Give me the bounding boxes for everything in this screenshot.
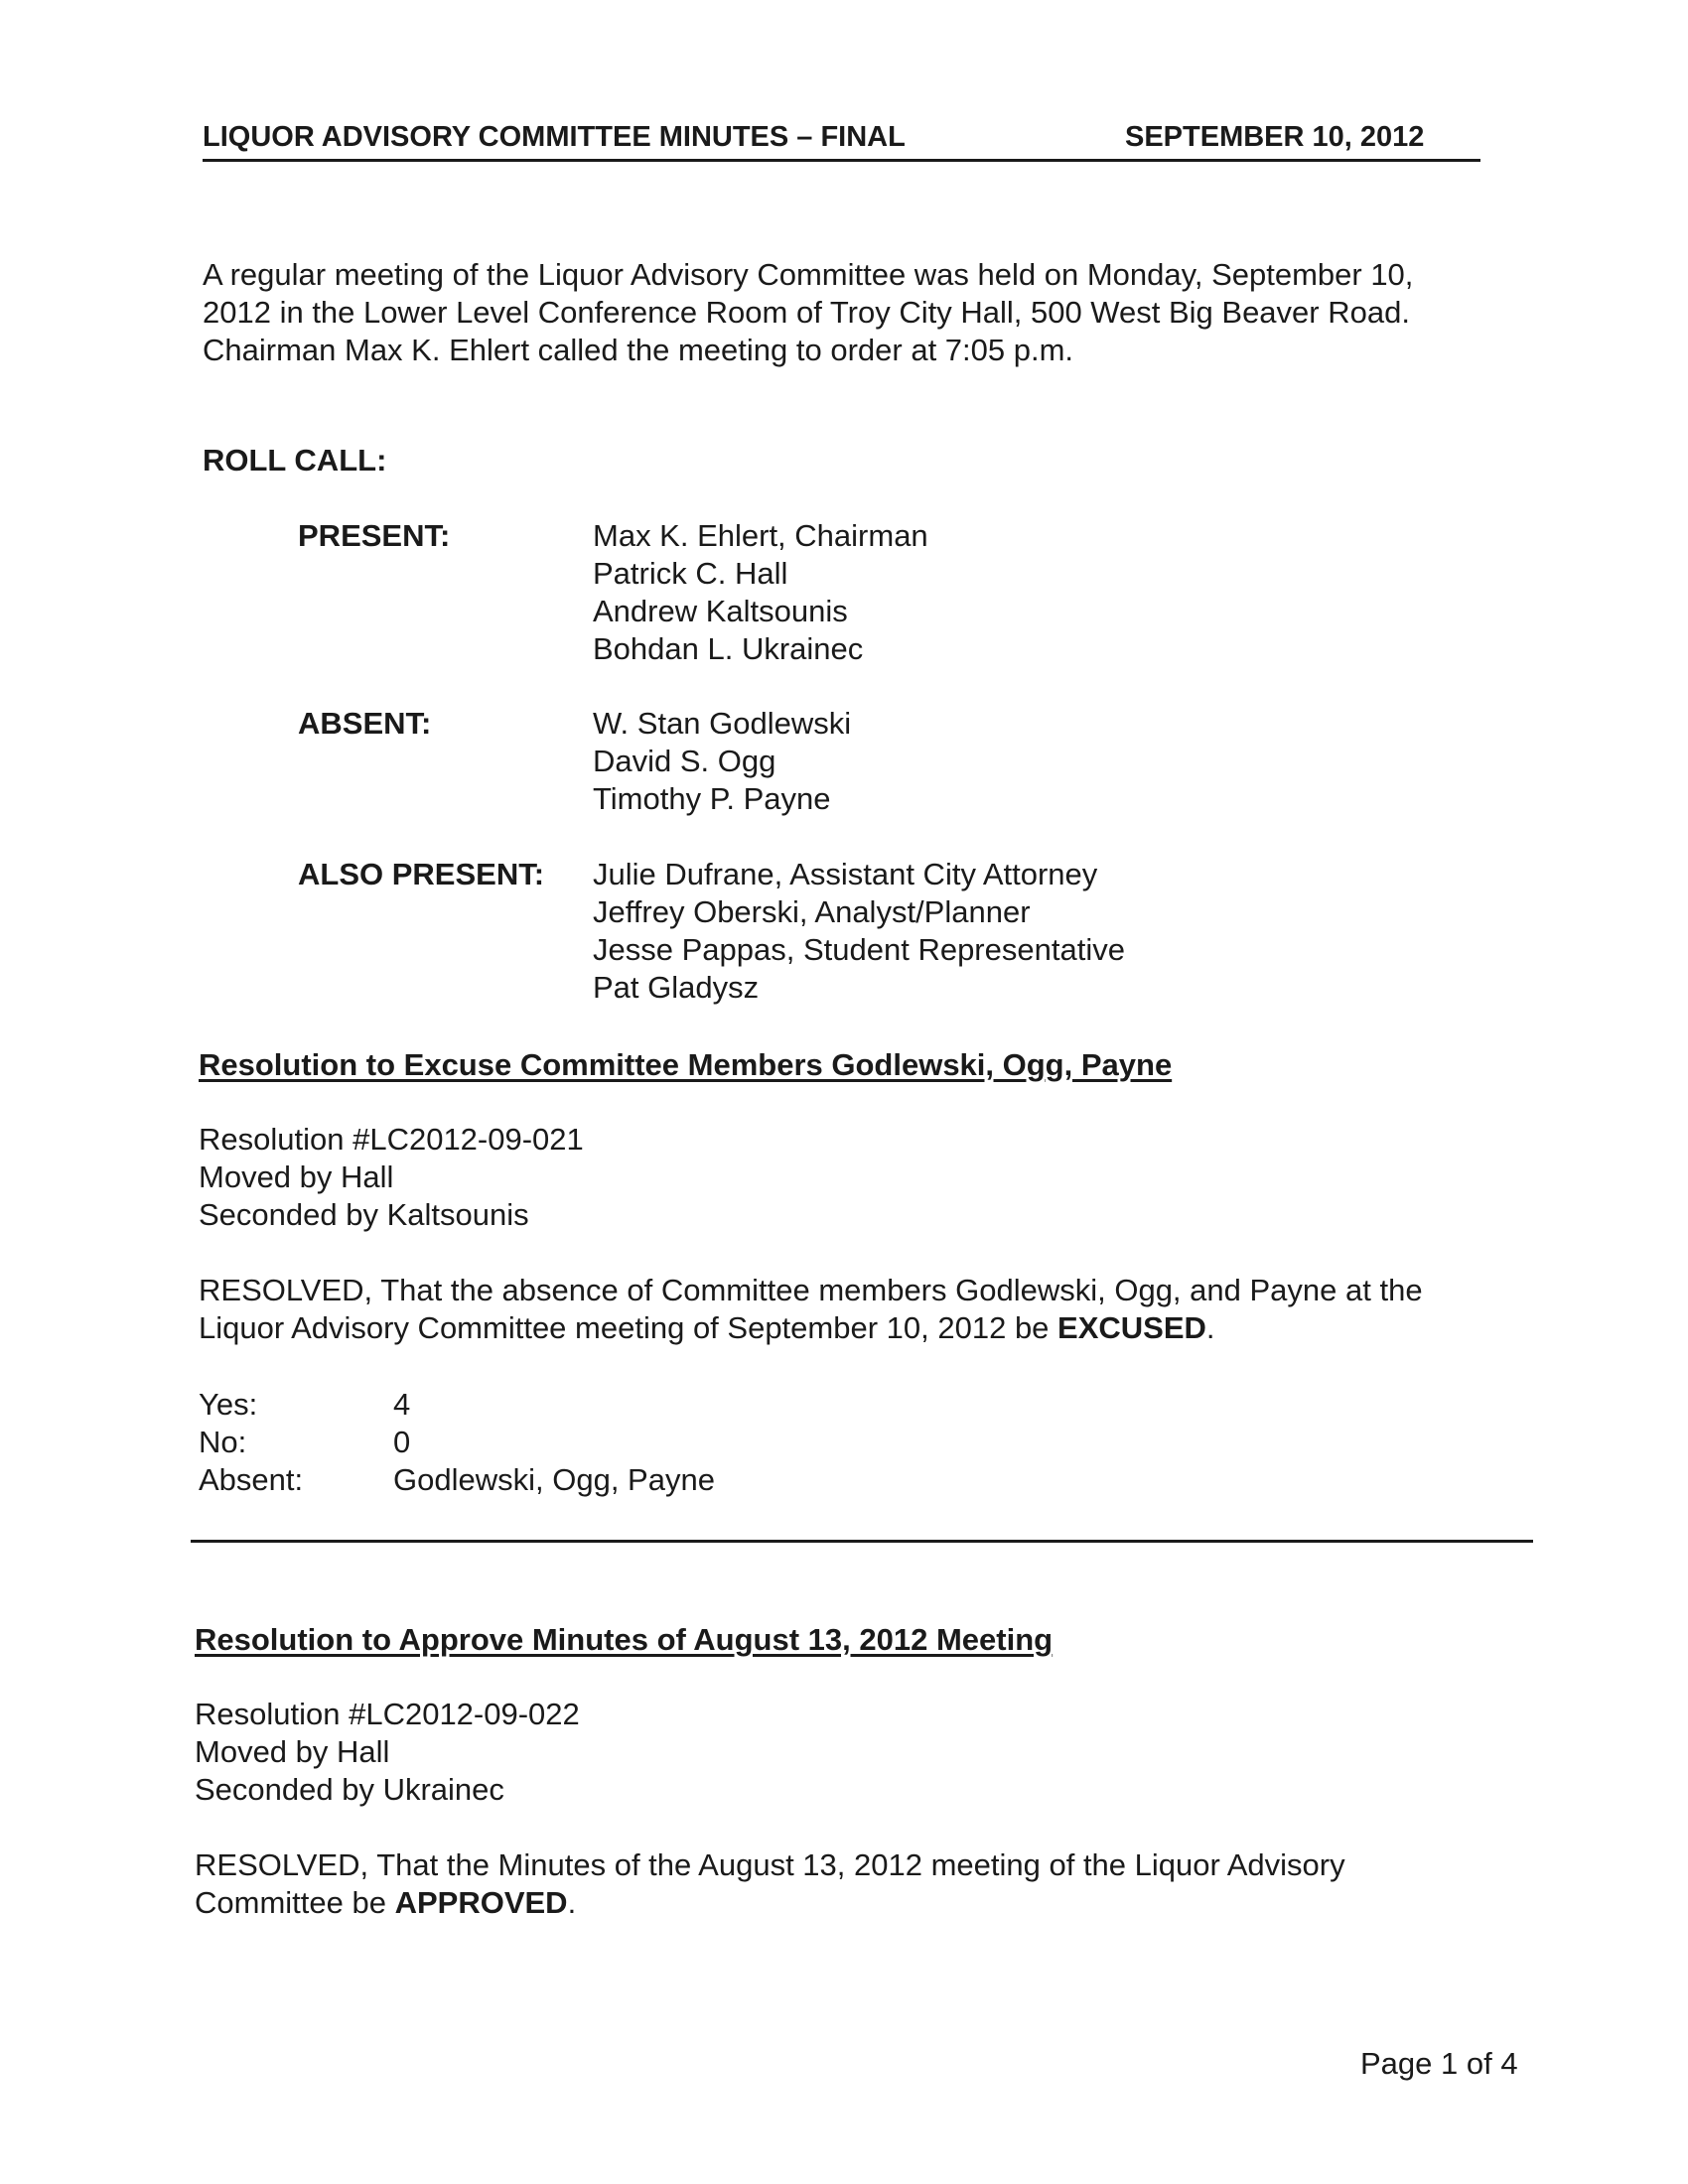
absent-vote-label: Absent: bbox=[199, 1462, 304, 1497]
absent-list bbox=[593, 705, 851, 818]
roll-call-heading: ROLL CALL: bbox=[203, 443, 387, 478]
resolution-text-line bbox=[195, 1884, 1345, 1922]
present-label: PRESENT: bbox=[298, 518, 451, 553]
intro-line: A regular meeting of the Liquor Advisory Committee was held on Monday, September 10, bbox=[203, 257, 1414, 292]
also-present-list bbox=[593, 856, 1125, 1007]
resolution-heading: Resolution to Excuse Committee Members Godlewski, Ogg, Payne bbox=[199, 1047, 1173, 1082]
member-name: Timothy P. Payne bbox=[593, 781, 831, 816]
attendee-name: Jesse Pappas, Student Representative bbox=[593, 932, 1125, 967]
document-date: SEPTEMBER 10, 2012 bbox=[1125, 121, 1425, 153]
resolution-body bbox=[195, 1846, 1345, 1922]
vote-labels bbox=[199, 1386, 303, 1499]
yes-label: Yes: bbox=[199, 1387, 258, 1422]
document-title: LIQUOR ADVISORY COMMITTEE MINUTES – FINAL bbox=[203, 121, 906, 153]
seconded-by: Seconded by Kaltsounis bbox=[199, 1197, 529, 1232]
moved-by: Moved by Hall bbox=[195, 1734, 390, 1769]
vote-values bbox=[393, 1386, 715, 1499]
resolution-body bbox=[199, 1272, 1423, 1347]
page-number: Page 1 of 4 bbox=[1360, 2046, 1518, 2081]
member-name: Max K. Ehlert, Chairman bbox=[593, 518, 928, 553]
member-name: David S. Ogg bbox=[593, 744, 776, 778]
resolution-number: Resolution #LC2012-09-021 bbox=[199, 1122, 584, 1157]
moved-by: Moved by Hall bbox=[199, 1160, 394, 1194]
resolution-text-line bbox=[199, 1309, 1423, 1347]
resolution-outcome: APPROVED bbox=[394, 1885, 568, 1920]
resolution-number: Resolution #LC2012-09-022 bbox=[195, 1697, 580, 1731]
resolution-text-line: RESOLVED, That the Minutes of the August 13, 2012 meeting of the Liquor Advisory bbox=[195, 1847, 1345, 1882]
no-label: No: bbox=[199, 1425, 247, 1459]
resolution-text-line: RESOLVED, That the absence of Committee members Godlewski, Ogg, and Payne at the bbox=[199, 1273, 1423, 1307]
resolution-text: Committee be bbox=[195, 1885, 395, 1920]
no-count: 0 bbox=[393, 1425, 411, 1459]
member-name: Andrew Kaltsounis bbox=[593, 594, 848, 628]
also-present-label: ALSO PRESENT: bbox=[298, 857, 545, 891]
intro-paragraph bbox=[203, 256, 1413, 369]
resolution-text: . bbox=[1205, 1310, 1215, 1345]
seconded-by: Seconded by Ukrainec bbox=[195, 1772, 504, 1807]
section-divider bbox=[191, 1540, 1533, 1543]
resolution-meta bbox=[195, 1696, 580, 1809]
member-name: W. Stan Godlewski bbox=[593, 706, 852, 741]
member-name: Patrick C. Hall bbox=[593, 556, 788, 591]
resolution-meta bbox=[199, 1121, 584, 1234]
header-underline bbox=[203, 159, 1480, 162]
resolution-outcome: EXCUSED bbox=[1057, 1310, 1206, 1345]
attendee-name: Jeffrey Oberski, Analyst/Planner bbox=[593, 894, 1031, 929]
attendee-name: Julie Dufrane, Assistant City Attorney bbox=[593, 857, 1098, 891]
resolution-text: . bbox=[567, 1885, 577, 1920]
intro-line: Chairman Max K. Ehlert called the meeting to order at 7:05 p.m. bbox=[203, 333, 1074, 367]
attendee-name: Pat Gladysz bbox=[593, 970, 760, 1005]
resolution-text: Liquor Advisory Committee meeting of September 10, 2012 be bbox=[199, 1310, 1058, 1345]
present-list bbox=[593, 517, 928, 668]
absent-names: Godlewski, Ogg, Payne bbox=[393, 1462, 715, 1497]
absent-label: ABSENT: bbox=[298, 706, 432, 741]
resolution-heading: Resolution to Approve Minutes of August 13, 2012 Meeting bbox=[195, 1622, 1054, 1657]
intro-line: 2012 in the Lower Level Conference Room of Troy City Hall, 500 West Big Beaver Road. bbox=[203, 295, 1410, 330]
yes-count: 4 bbox=[393, 1387, 411, 1422]
member-name: Bohdan L. Ukrainec bbox=[593, 631, 864, 666]
